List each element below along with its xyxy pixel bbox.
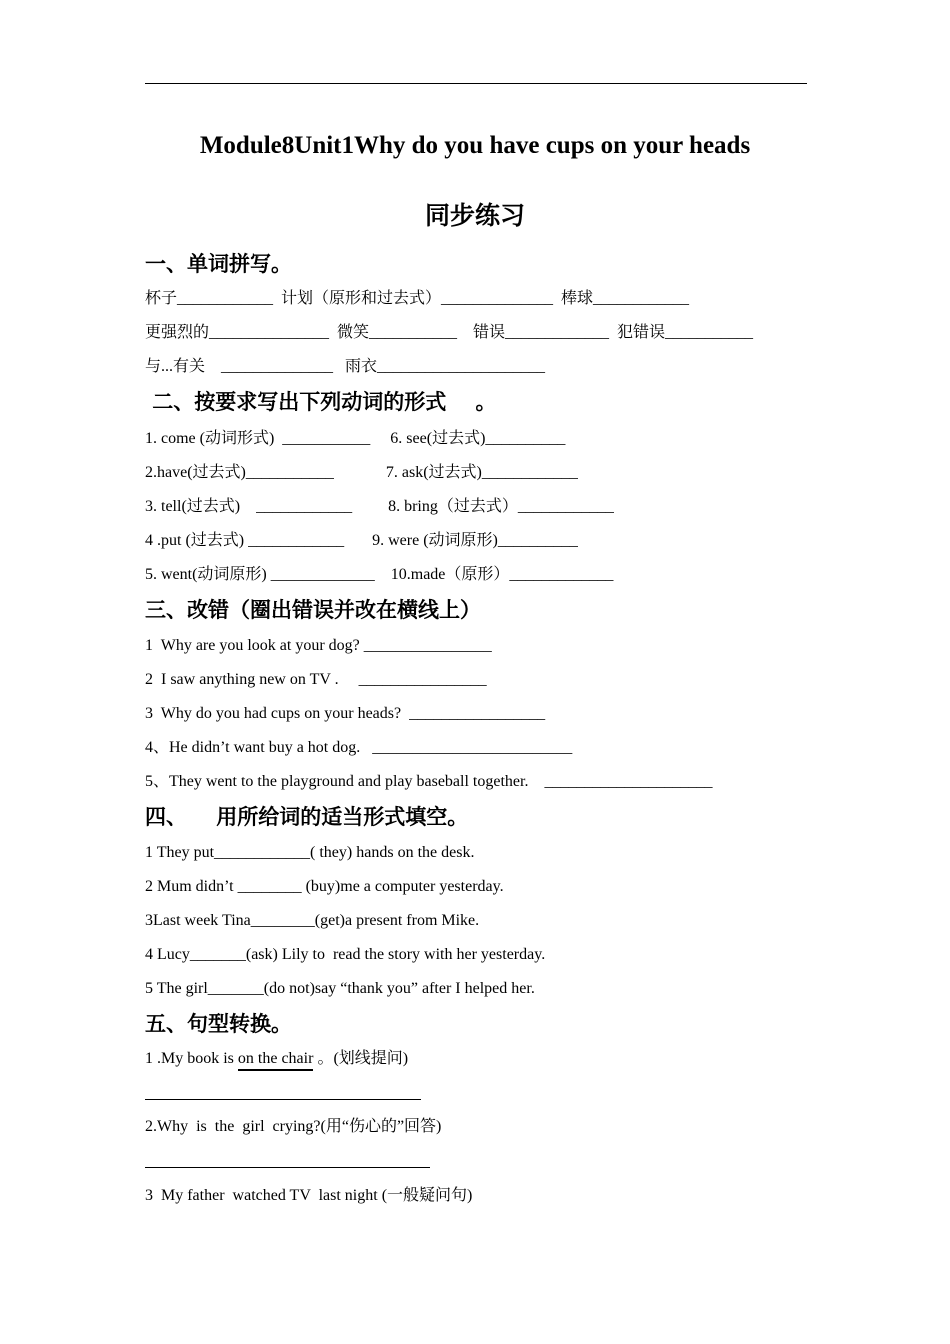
s4-row-5: 5 The girl_______(do not)say “thank you” after I helped her. <box>145 980 535 997</box>
section-2-heading: 二、按要求写出下列动词的形式 。 <box>145 390 497 414</box>
s1-row-3: 与...有关 ______________ 雨衣_____________________ <box>145 358 546 375</box>
s5-answer-line-2 <box>145 1167 430 1168</box>
page-title: Module8Unit1Why do you have cups on your heads <box>199 132 751 159</box>
s1-row-1: 杯子____________ 计划（原形和过去式）______________ 棒球____________ <box>145 290 690 307</box>
s2-row-2: 2.have(过去式)___________ 7. ask(过去式)____________ <box>145 464 578 481</box>
s3-row-2: 2 I saw anything new on TV . ________________ <box>145 671 487 688</box>
s1-row-2: 更强烈的_______________ 微笑___________ 错误_____________ 犯错误___________ <box>145 324 754 341</box>
s2-row-4: 4 .put (过去式) ____________ 9. were (动词原形)__________ <box>145 532 578 549</box>
s5-question-3: 3 My father watched TV last night (一般疑问句) <box>145 1187 473 1204</box>
section-5-heading: 五、句型转换。 <box>145 1012 292 1036</box>
s2-row-3: 3. tell(过去式) ____________ 8. bring（过去式）____________ <box>145 498 614 515</box>
s4-row-4: 4 Lucy_______(ask) Lily to read the story with her yesterday. <box>145 946 546 963</box>
s5-question-1 <box>145 1048 408 1070</box>
s5-answer-line-1 <box>145 1099 421 1100</box>
section-3-heading: 三、改错（圈出错误并改在横线上） <box>145 598 481 622</box>
s5-question-2: 2.Why is the girl crying?(用“伤心的”回答) <box>145 1118 442 1135</box>
top-rule <box>145 83 807 84</box>
s2-row-1: 1. come (动词形式) ___________ 6. see(过去式)__________ <box>145 430 566 447</box>
s5-q1-suffix: 。(划线提问) <box>313 1050 409 1067</box>
s2-row-5: 5. went(动词原形) _____________ 10.made（原形）_____________ <box>145 566 614 583</box>
s5-q1-prefix: 1 .My book is <box>145 1050 238 1067</box>
section-4-heading: 四、 用所给词的适当形式填空。 <box>145 805 469 829</box>
s3-row-5: 5、They went to the playground and play baseball together. _____________________ <box>145 773 713 790</box>
page-subtitle: 同步练习 <box>424 201 525 230</box>
s4-row-3: 3Last week Tina________(get)a present from Mike. <box>145 912 480 929</box>
s4-row-1: 1 They put____________( they) hands on the desk. <box>145 844 475 861</box>
s5-q1-underlined-phrase: on the chair <box>238 1050 314 1071</box>
section-1-heading: 一、单词拼写。 <box>145 252 292 276</box>
s3-row-4: 4、He didn’t want buy a hot dog. _________________________ <box>145 739 573 756</box>
s3-row-3: 3 Why do you had cups on your heads? _________________ <box>145 705 546 722</box>
s4-row-2: 2 Mum didn’t ________ (buy)me a computer yesterday. <box>145 878 504 895</box>
s3-row-1: 1 Why are you look at your dog? ________________ <box>145 637 492 654</box>
